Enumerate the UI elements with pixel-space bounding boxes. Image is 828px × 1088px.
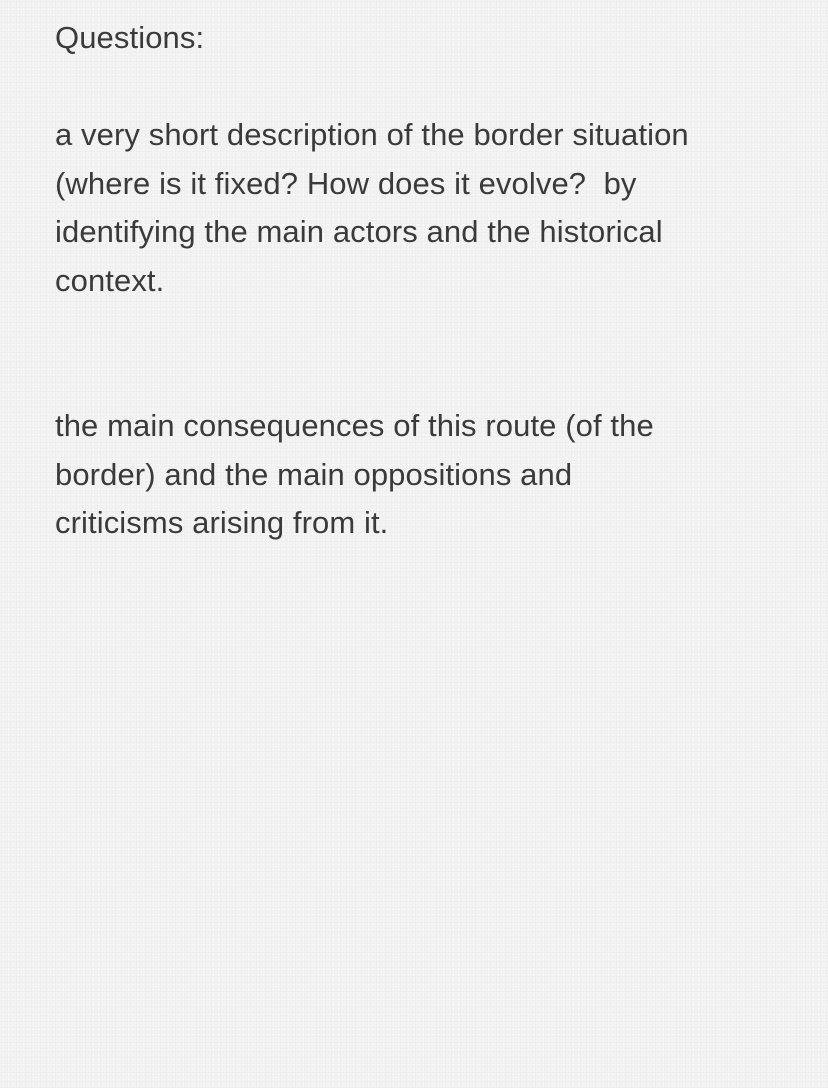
note-question-1-line-3: identifying the main actors and the historical [55, 214, 663, 249]
note-heading-questions: Questions: [55, 20, 205, 55]
note-question-1-line-2: (where is it fixed? How does it evolve? by [55, 165, 637, 201]
note-blank-line [55, 354, 795, 403]
note-question-2-line-2: border) and the main oppositions and [55, 456, 573, 492]
note-blank-line [55, 305, 795, 354]
note-question-1-line-1: a very short description of the border situation [55, 117, 689, 152]
note-question-2-line-3: criticisms arising from it. [55, 505, 389, 540]
note-blank-line [55, 63, 795, 112]
note-question-2-line-1: the main consequences of this route (of the [55, 408, 654, 443]
note-question-1-line-4: context. [55, 262, 165, 298]
note-text-area[interactable] [55, 14, 795, 548]
